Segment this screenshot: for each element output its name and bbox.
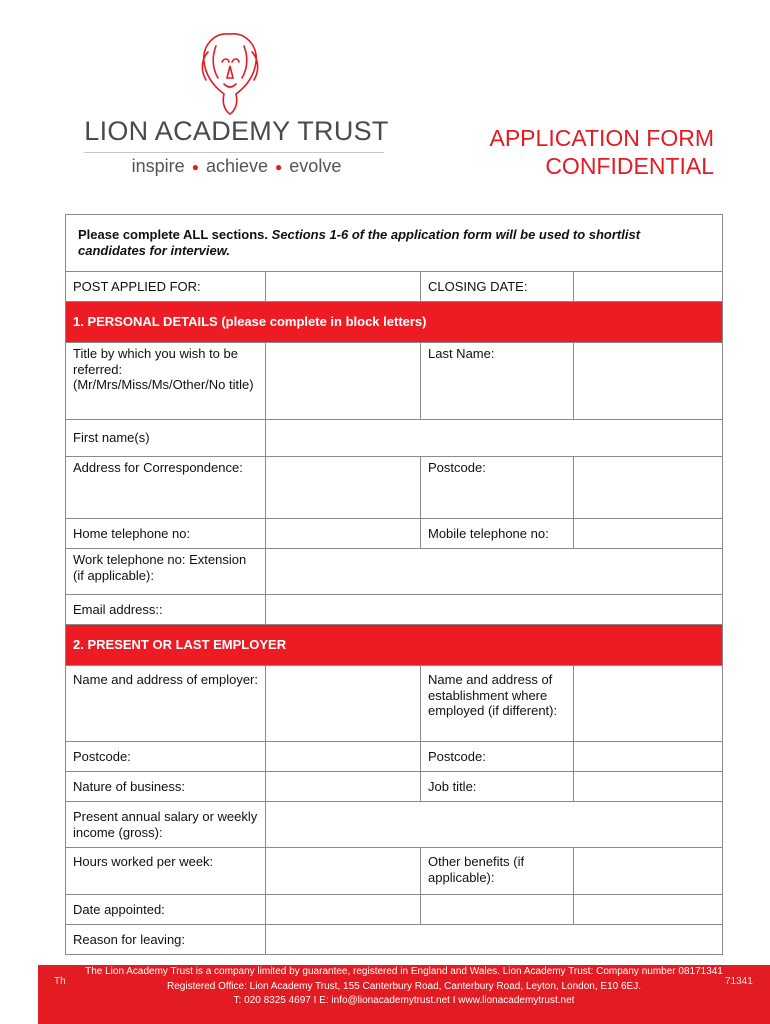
establishment-postcode-field[interactable] xyxy=(574,742,723,772)
date-appointed-label: Date appointed: xyxy=(66,895,266,925)
post-applied-field[interactable] xyxy=(266,272,421,302)
nature-of-business-field[interactable] xyxy=(266,772,421,802)
form-title xyxy=(490,124,715,180)
salary-field[interactable] xyxy=(266,802,723,848)
footer-company-line: The Lion Academy Trust is a company limited by guarantee, registered in England and Wales. Lion Academy Trust: Company number 08171341 xyxy=(85,966,723,977)
employer-postcode-field[interactable] xyxy=(266,742,421,772)
postcode-field[interactable] xyxy=(574,457,723,519)
home-telephone-field[interactable] xyxy=(266,519,421,549)
establishment-field[interactable] xyxy=(574,666,723,742)
work-telephone-label: Work telephone no: Extension (if applicable): xyxy=(66,549,266,595)
date-appointed-extra-field-1[interactable] xyxy=(421,895,574,925)
brand-name: LION ACADEMY TRUST xyxy=(84,116,389,146)
mobile-telephone-field[interactable] xyxy=(574,519,723,549)
footer-overlap-text-left: Th xyxy=(54,976,66,987)
email-label: Email address:: xyxy=(66,595,266,625)
date-appointed-field[interactable] xyxy=(266,895,421,925)
address-field[interactable] xyxy=(266,457,421,519)
date-appointed-extra-field-2[interactable] xyxy=(574,895,723,925)
form-title-line2: CONFIDENTIAL xyxy=(545,153,714,179)
tagline-word: inspire xyxy=(131,156,185,176)
footer-contact-line: T: 020 8325 4697 I E: info@lionacademytrust.net I www.lionacademytrust.net xyxy=(233,995,575,1006)
benefits-label: Other benefits (if applicable): xyxy=(421,848,574,895)
trust-logo xyxy=(84,28,394,188)
closing-date-label: CLOSING DATE: xyxy=(421,272,574,302)
tagline-word: evolve xyxy=(289,156,342,176)
establishment-postcode-label: Postcode: xyxy=(421,742,574,772)
work-telephone-field[interactable] xyxy=(266,549,723,595)
job-title-field[interactable] xyxy=(574,772,723,802)
form-title-line1: APPLICATION FORM xyxy=(489,125,714,151)
employer-label: Name and address of employer: xyxy=(66,666,266,742)
post-applied-label: POST APPLIED FOR: xyxy=(66,272,266,302)
hours-field[interactable] xyxy=(266,848,421,895)
benefits-field[interactable] xyxy=(574,848,723,895)
closing-date-field[interactable] xyxy=(574,272,723,302)
nature-of-business-label: Nature of business: xyxy=(66,772,266,802)
last-name-label: Last Name: xyxy=(421,343,574,420)
first-name-field[interactable] xyxy=(266,420,723,457)
footer-overlap-text-right: 71341 xyxy=(725,976,753,987)
application-form-table xyxy=(65,214,723,955)
title-field[interactable] xyxy=(266,343,421,420)
employer-postcode-label: Postcode: xyxy=(66,742,266,772)
reason-for-leaving-label: Reason for leaving: xyxy=(66,925,266,955)
lion-head-icon xyxy=(194,28,266,118)
email-field[interactable] xyxy=(266,595,723,625)
first-name-label: First name(s) xyxy=(66,420,266,457)
reason-for-leaving-field[interactable] xyxy=(266,925,723,955)
mobile-telephone-label: Mobile telephone no: xyxy=(421,519,574,549)
section-2-heading: 2. PRESENT OR LAST EMPLOYER xyxy=(66,625,723,666)
intro-bold: Please complete ALL sections. xyxy=(78,227,269,242)
tagline xyxy=(84,156,389,177)
bullet-icon: ● xyxy=(191,160,199,175)
job-title-label: Job title: xyxy=(421,772,574,802)
home-telephone-label: Home telephone no: xyxy=(66,519,266,549)
footer xyxy=(38,965,770,1024)
footer-office-line: Registered Office: Lion Academy Trust, 155 Canterbury Road, Canterbury Road, Leyton, London, E10 6EJ. xyxy=(167,980,641,992)
bullet-icon: ● xyxy=(275,160,283,175)
address-label: Address for Correspondence: xyxy=(66,457,266,519)
last-name-field[interactable] xyxy=(574,343,723,420)
postcode-label: Postcode: xyxy=(421,457,574,519)
salary-label: Present annual salary or weekly income (gross): xyxy=(66,802,266,848)
employer-field[interactable] xyxy=(266,666,421,742)
title-label: Title by which you wish to be referred: (Mr/Mrs/Miss/Ms/Other/No title) xyxy=(66,343,266,420)
tagline-word: achieve xyxy=(205,156,269,176)
intro-text xyxy=(66,215,723,272)
intro-italic: Sections 1-6 of the application form will be used to shortlist candidates for interview. xyxy=(78,227,641,258)
section-1-heading: 1. PERSONAL DETAILS (please complete in block letters) xyxy=(66,302,723,343)
hours-label: Hours worked per week: xyxy=(66,848,266,895)
brand-divider xyxy=(84,152,384,153)
establishment-label: Name and address of establishment where employed (if different): xyxy=(421,666,574,742)
